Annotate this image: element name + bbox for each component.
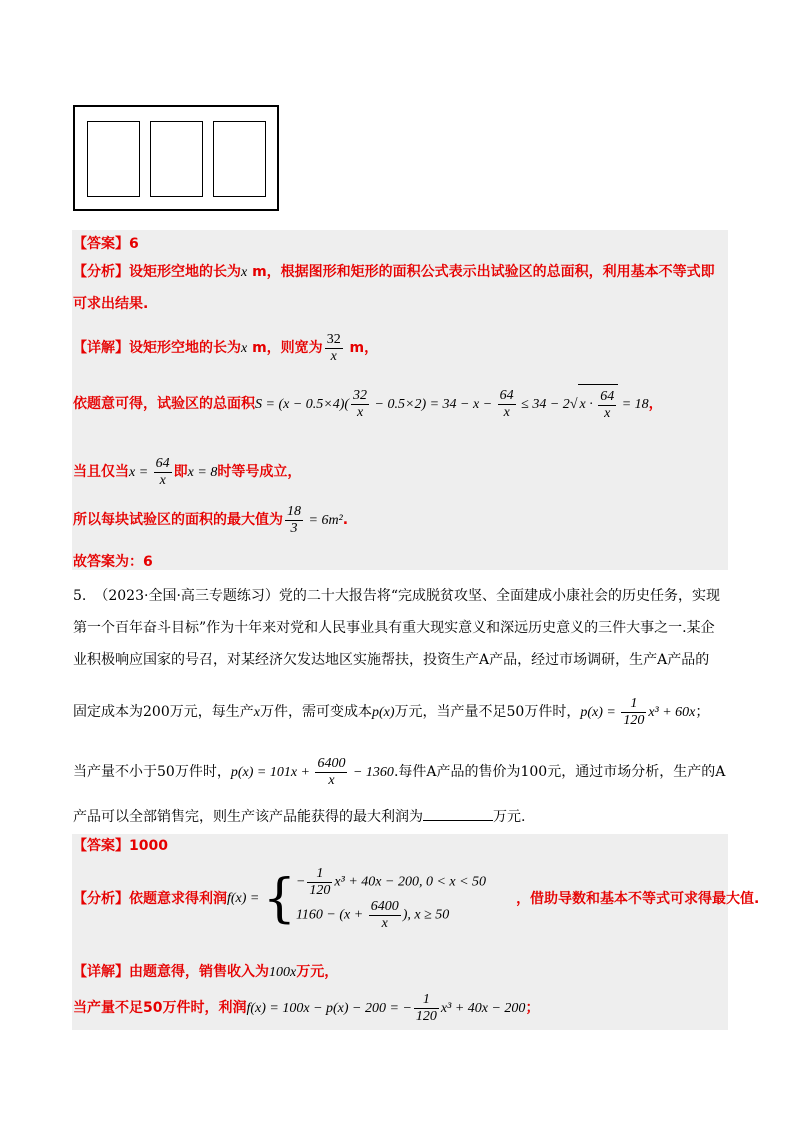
answer-line-1: 【答案】6 xyxy=(73,236,139,252)
plot-3 xyxy=(213,121,266,197)
answer-blank xyxy=(423,806,493,821)
analysis-line-2: 可求出结果. xyxy=(73,296,149,312)
max-line: 所以每块试验区的面积的最大值为 $\frac{18}{3}$ = 6m². xyxy=(73,504,349,537)
question-5-line-3: 业积极响应国家的号召，对某经济欠发达地区实施帮扶，投资生产A产品，经过市场调研，生产A产品的 xyxy=(73,652,710,668)
plot-2 xyxy=(150,121,203,197)
question-5-line-6: 产品可以全部销售完，则生产该产品能获得的最大利润为 万元. xyxy=(73,806,525,827)
area-line: 依题意可得，试验区的总面积S = (x − 0.5×4)( $\frac{32}{x}$ − 0.5×2) = 34 − x − $\frac{64}{x}$ ≤ 34 − 2√ x · $\frac{64}{x}$ = 18， xyxy=(73,384,663,425)
analysis-line-1: 【分析】设矩形空地的长为x m，根据图形和矩形的面积公式表示出试验区的总面积，利用基本不等式即 xyxy=(73,264,715,280)
question-5-line-2: 第一个百年奋斗目标”作为十年来对党和人民事业具有重大现实意义和深远历史意义的三件大事之一.某企 xyxy=(73,620,715,636)
width-fraction: $\frac{32}{x}$ xyxy=(326,331,341,364)
piecewise-profit: − $\frac{1}{120}$ x³ + 40x − 200, 0 < x < 50 1160 − (x + $\frac{6400}{x}$ ), x ≥ 50 xyxy=(295,866,487,931)
field-diagram xyxy=(73,105,279,211)
profit-line: 当产量不足50万件时，利润f(x) = 100x − p(x) − 200 = − $\frac{1}{120}$ x³ + 40x − 200； xyxy=(73,992,540,1025)
equality-line: 当且仅当x = $\frac{64}{x}$ 即x = 8时等号成立， xyxy=(73,456,302,489)
question-5-line-4: 固定成本为200万元，每生产x万件，需可变成本p(x)万元，当产量不足50万件时，p(x) = $\frac{1}{120}$ x³ + 60x； xyxy=(73,696,710,729)
question-5-line-1: 5. （2023·全国·高三专题练习）党的二十大报告将“完成脱贫攻坚、全面建成小康社会的历史任务，实现 xyxy=(73,588,721,604)
plot-1 xyxy=(87,121,140,197)
final-answer-line: 故答案为：6 xyxy=(73,554,153,570)
detail-line-1: 【详解】设矩形空地的长为x m，则宽为 $\frac{32}{x}$ m， xyxy=(73,331,379,364)
area-formula: S = (x − 0.5×4)( $\frac{32}{x}$ − 0.5×2) = 34 − x − $\frac{64}{x}$ ≤ 34 − 2√ x · $\frac{64}{x}$ = 18 xyxy=(255,397,649,412)
detail-line-q5: 【详解】由题意得，销售收入为100x万元， xyxy=(73,964,339,980)
analysis-line-q5: 【分析】依题意求得利润f(x) = { − $\frac{1}{120}$ x³ + 40x − 200, 0 < x < 50 1160 − (x + $\frac{6400}{x}$ ), x ≥ 50 ，借助导数和基本不等式可求得最大值. xyxy=(73,866,760,931)
question-5-line-5: 当产量不小于50万件时，p(x) = 101x + $\frac{6400}{x}$ − 1360.每件A产品的售价为100元，通过市场分析，生产的A xyxy=(73,756,726,789)
answer-line-2: 【答案】1000 xyxy=(73,838,168,854)
